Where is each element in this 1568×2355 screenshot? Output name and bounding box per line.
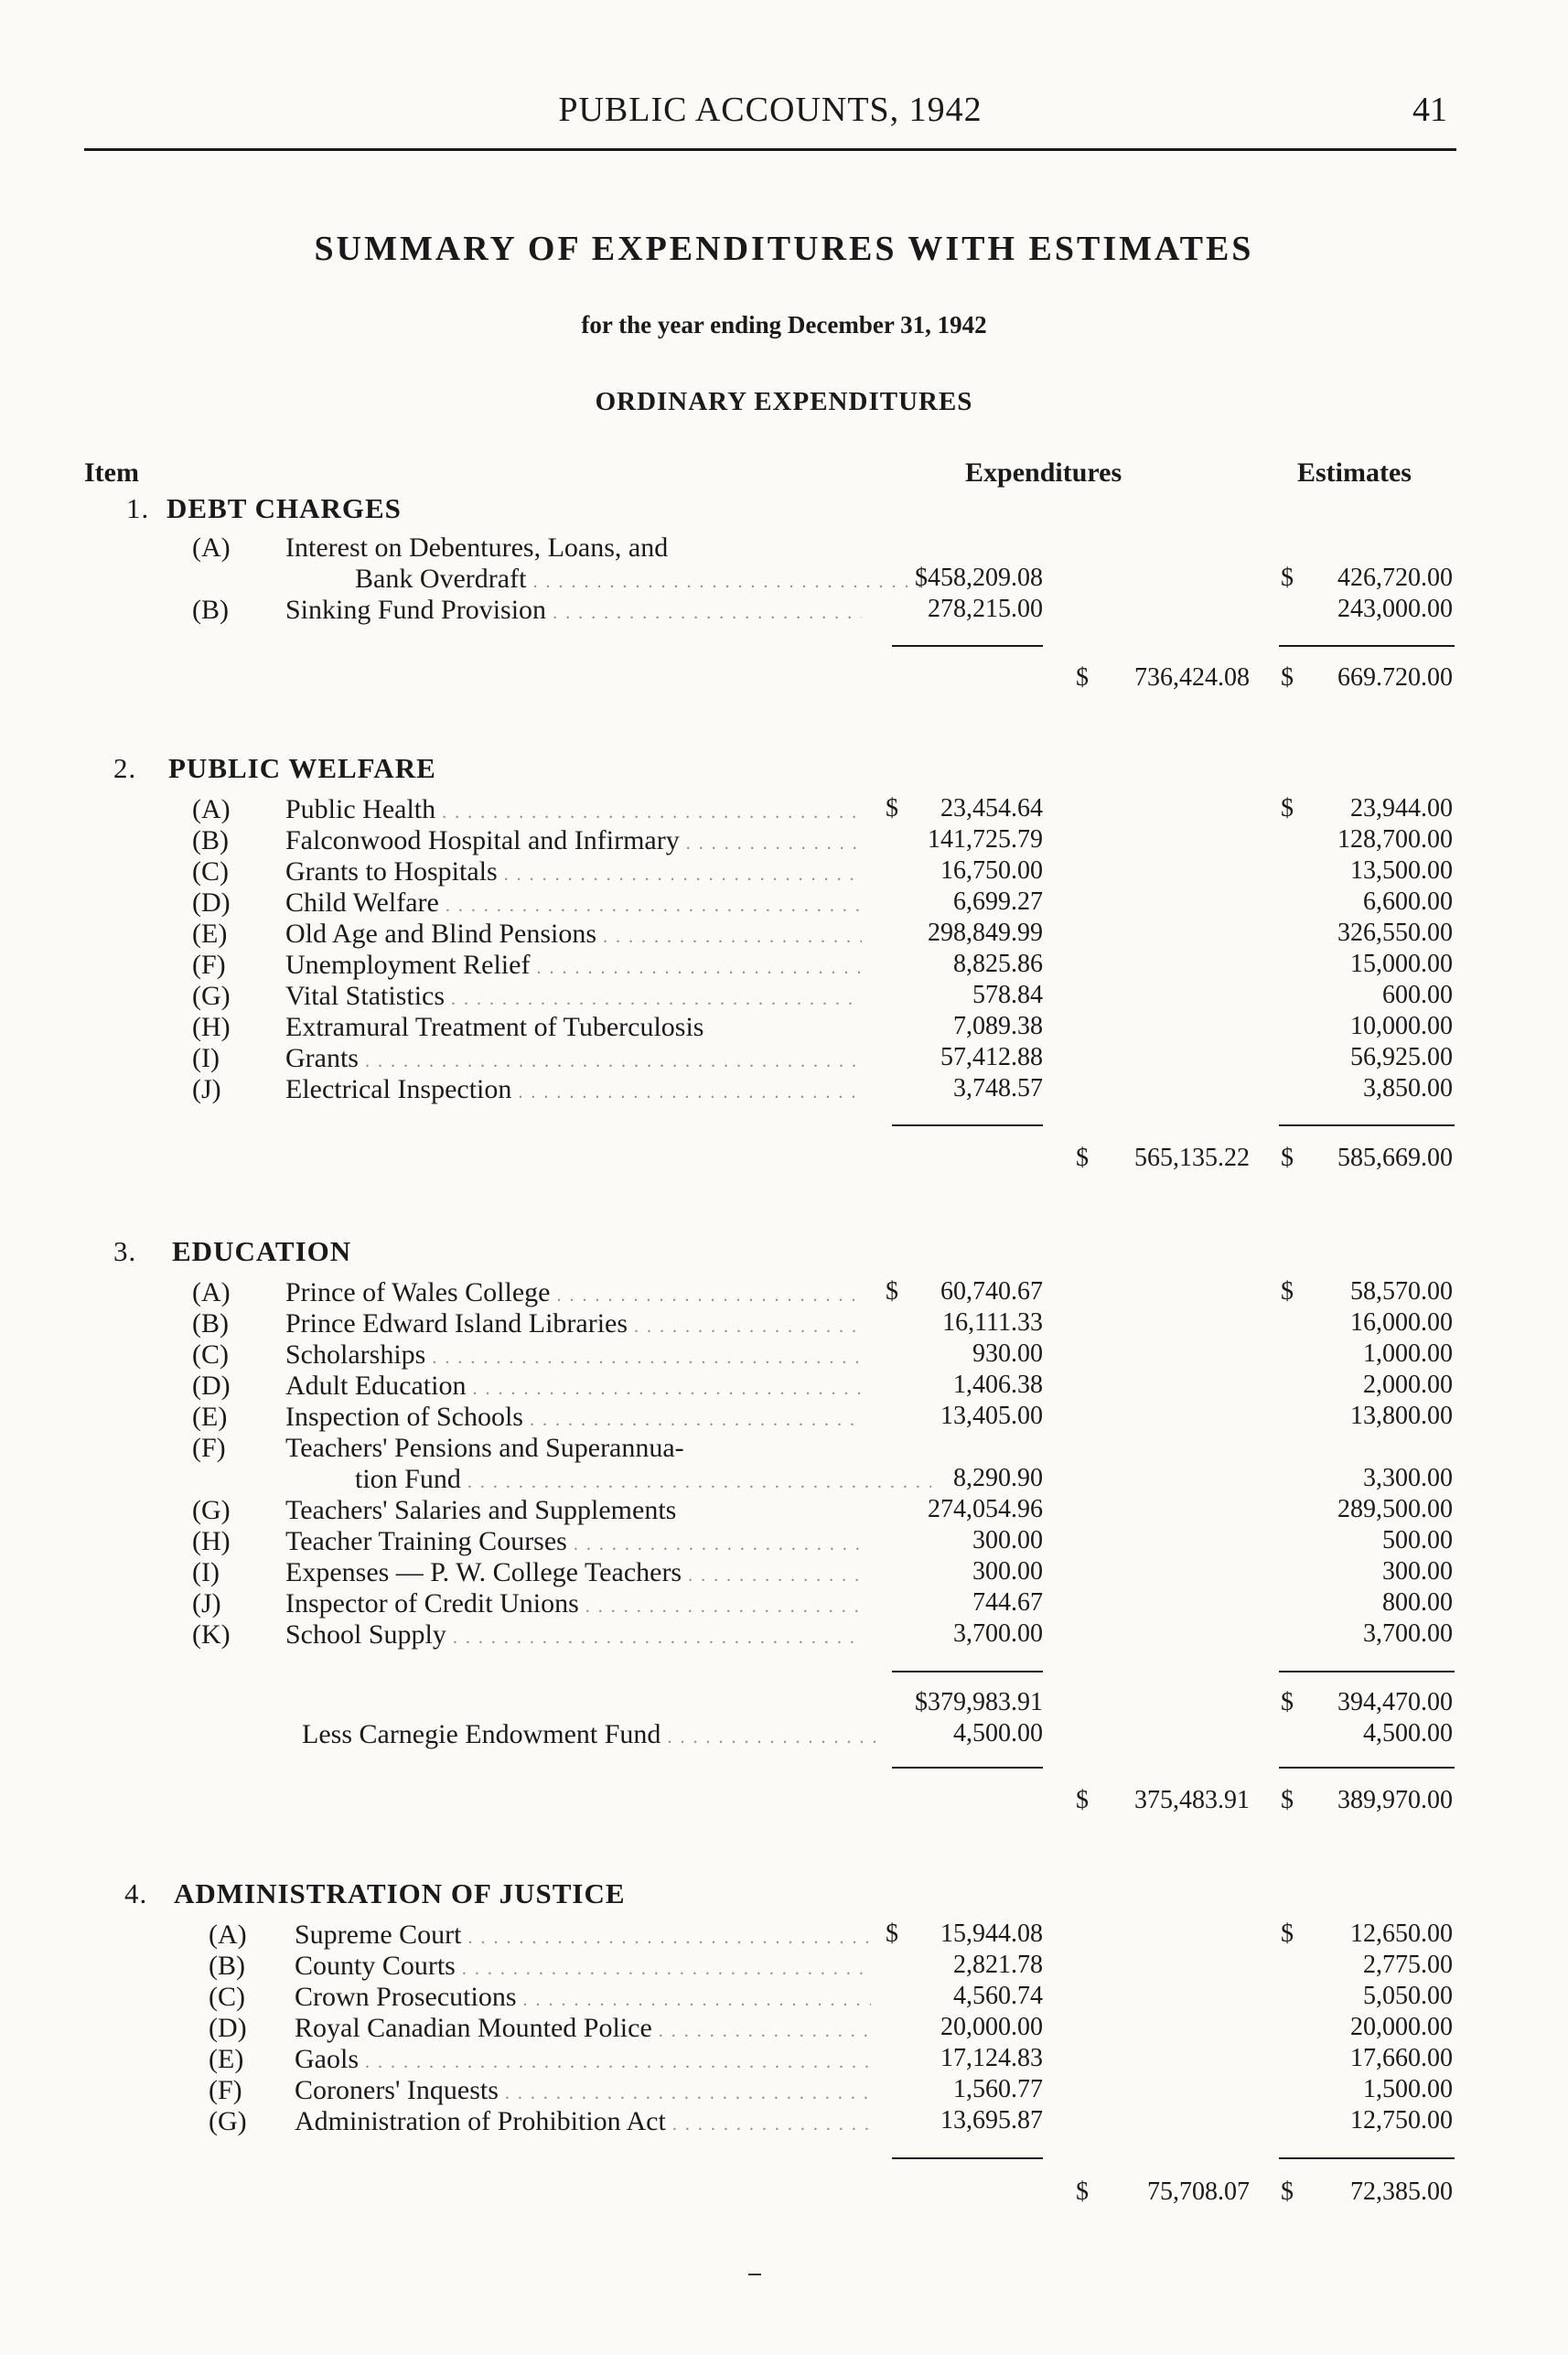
- row-label: Old Age and Blind Pensions . . .: [285, 919, 862, 950]
- row-letter: (F): [192, 950, 226, 980]
- row-letter: (B): [192, 825, 229, 855]
- table-row: [0, 2044, 1568, 2075]
- expenditure-value: 15,944.08: [940, 1919, 1043, 1948]
- currency-symbol: $: [886, 1277, 898, 1306]
- total-estimate: 669.720.00: [1337, 663, 1453, 692]
- row-letter: (B): [209, 1951, 245, 1981]
- row-label: Grants . . .: [285, 1043, 862, 1074]
- column-header-estimates: Estimates: [1297, 457, 1412, 488]
- row-letter: (I): [192, 1557, 220, 1587]
- row-letter: (K): [192, 1619, 231, 1650]
- row-letter: (A): [192, 794, 231, 824]
- row-label: School Supply . . .: [285, 1619, 862, 1651]
- table-row: [0, 1495, 1568, 1526]
- subtotal-rule: [1279, 1671, 1455, 1672]
- section-name: DEBT CHARGES: [166, 492, 402, 524]
- expenditure-value: 3,700.00: [953, 1619, 1043, 1648]
- expenditure-value: 578.84: [972, 981, 1043, 1009]
- row-label: Teachers' Pensions and Superannua-: [285, 1433, 684, 1463]
- row-letter: (J): [192, 1074, 221, 1104]
- expenditure-value: 744.67: [972, 1588, 1043, 1617]
- estimate-value: 3,850.00: [1363, 1074, 1453, 1102]
- total-estimate: 389,970.00: [1337, 1786, 1453, 1814]
- row-letter: (J): [192, 1588, 221, 1618]
- table-row: [0, 532, 1568, 564]
- subtotal-rule: [1279, 1767, 1455, 1769]
- estimate-value: 1,500.00: [1363, 2075, 1453, 2103]
- table-row: [0, 981, 1568, 1012]
- table-row: [0, 825, 1568, 856]
- row-label: Inspector of Credit Unions . . .: [285, 1588, 862, 1619]
- expenditure-value: 1,406.38: [953, 1371, 1043, 1399]
- subtotal-rule: [892, 1671, 1043, 1672]
- table-row: [0, 2075, 1568, 2106]
- table-row: [0, 794, 1568, 825]
- row-label: Electrical Inspection . . .: [285, 1074, 862, 1105]
- currency-symbol: $: [1281, 1688, 1294, 1716]
- currency-symbol: $: [1281, 794, 1294, 823]
- expenditure-value: 6,699.27: [953, 887, 1043, 916]
- row-label: County Courts . . .: [295, 1951, 871, 1982]
- subtotal-rule: [892, 645, 1043, 647]
- currency-symbol: $: [1281, 1144, 1294, 1172]
- estimate-value: 16,000.00: [1350, 1308, 1453, 1337]
- estimate-value: 2,775.00: [1363, 1951, 1453, 1979]
- row-label: Interest on Debentures, Loans, and: [285, 532, 669, 563]
- total-estimate: 585,669.00: [1337, 1144, 1453, 1172]
- expenditure-value: $458,209.08: [915, 564, 1043, 592]
- estimate-value: 13,500.00: [1350, 856, 1453, 885]
- row-letter: (G): [209, 2106, 247, 2136]
- subtotal-rule: [892, 1767, 1043, 1769]
- row-label: Unemployment Relief . . .: [285, 950, 862, 981]
- row-label: Expenses — P. W. College Teachers . . .: [285, 1557, 862, 1588]
- table-row: [0, 1588, 1568, 1619]
- estimate-value: 17,660.00: [1350, 2044, 1453, 2072]
- table-row: [0, 1557, 1568, 1588]
- currency-symbol: $: [1281, 2178, 1294, 2206]
- expenditure-value: 16,111.33: [942, 1308, 1043, 1337]
- currency-symbol: $: [886, 1919, 898, 1948]
- row-label: Child Welfare . . .: [285, 887, 862, 919]
- subtotal-estimate: 394,470.00: [1337, 1688, 1453, 1716]
- estimate-value: 3,700.00: [1363, 1619, 1453, 1648]
- row-letter: (B): [192, 1308, 229, 1339]
- currency-symbol: $: [886, 794, 898, 823]
- row-letter: (C): [192, 856, 229, 887]
- row-label: Adult Education . . .: [285, 1371, 862, 1402]
- document-subtitle: for the year ending December 31, 1942: [581, 311, 987, 339]
- estimate-value: 426,720.00: [1337, 564, 1453, 592]
- section-name: EDUCATION: [172, 1235, 352, 1267]
- section-total: [0, 1786, 1568, 1819]
- expenditure-value: 8,290.90: [953, 1464, 1043, 1492]
- row-letter: (I): [192, 1043, 220, 1073]
- deduction-row: [0, 1719, 1568, 1750]
- expenditure-value: 60,740.67: [940, 1277, 1043, 1306]
- table-row: [0, 1464, 1568, 1495]
- estimate-value: 56,925.00: [1350, 1043, 1453, 1071]
- row-letter: (F): [209, 2075, 242, 2105]
- row-label: Crown Prosecutions . . .: [295, 1982, 871, 2013]
- running-title: PUBLIC ACCOUNTS, 1942: [558, 91, 983, 129]
- row-label: Prince of Wales College . . .: [285, 1277, 862, 1308]
- estimate-value: 2,000.00: [1363, 1371, 1453, 1399]
- table-row: [0, 887, 1568, 919]
- row-label: Supreme Court . . .: [295, 1919, 871, 1951]
- footer-mark: [748, 2274, 761, 2275]
- table-row: [0, 1433, 1568, 1464]
- estimate-value: 128,700.00: [1337, 825, 1453, 854]
- currency-symbol: $: [1281, 1919, 1294, 1948]
- deduction-expenditure: 4,500.00: [953, 1719, 1043, 1747]
- section-number: 1.: [126, 492, 150, 524]
- expenditure-value: 20,000.00: [940, 2013, 1043, 2041]
- table-row: [0, 1526, 1568, 1557]
- row-letter: (H): [192, 1526, 231, 1556]
- row-letter: (A): [192, 532, 231, 563]
- expenditure-value: 278,215.00: [928, 595, 1043, 623]
- estimate-value: 6,600.00: [1363, 887, 1453, 916]
- expenditure-value: 23,454.64: [940, 794, 1043, 823]
- expenditure-value: 300.00: [972, 1526, 1043, 1554]
- currency-symbol: $: [1281, 1277, 1294, 1306]
- document-title: SUMMARY OF EXPENDITURES WITH ESTIMATES: [314, 230, 1254, 268]
- row-label: Coroners' Inquests . . .: [295, 2075, 871, 2106]
- estimate-value: 800.00: [1382, 1588, 1453, 1617]
- subtotal-expenditure: $379,983.91: [915, 1688, 1043, 1716]
- table-row: [0, 2013, 1568, 2044]
- table-row: [0, 1402, 1568, 1433]
- section-name: ADMINISTRATION OF JUSTICE: [174, 1877, 626, 1909]
- estimate-value: 58,570.00: [1350, 1277, 1453, 1306]
- estimate-value: 15,000.00: [1350, 950, 1453, 978]
- column-header-item: Item: [84, 457, 139, 488]
- deduction-label: Less Carnegie Endowment Fund . . .: [302, 1719, 878, 1750]
- row-letter: (G): [192, 1495, 231, 1525]
- section-number: 2.: [113, 752, 137, 784]
- table-row: [0, 2106, 1568, 2137]
- table-row: [0, 1951, 1568, 1982]
- expenditure-value: 57,412.88: [940, 1043, 1043, 1071]
- row-letter: (E): [192, 1402, 228, 1432]
- section-number: 3.: [113, 1235, 137, 1267]
- table-row: [0, 564, 1568, 595]
- estimate-value: 20,000.00: [1350, 2013, 1453, 2041]
- expenditure-value: 274,054.96: [928, 1495, 1043, 1523]
- table-row: [0, 856, 1568, 887]
- row-letter: (C): [209, 1982, 245, 2012]
- currency-symbol: $: [1076, 1144, 1089, 1172]
- total-expenditure: 565,135.22: [1134, 1144, 1250, 1172]
- row-label: Grants to Hospitals . . .: [285, 856, 862, 887]
- table-row: [0, 595, 1568, 626]
- expenditure-value: 2,821.78: [953, 1951, 1043, 1979]
- row-label: Administration of Prohibition Act . . .: [295, 2106, 871, 2137]
- expenditure-value: 13,405.00: [940, 1402, 1043, 1430]
- row-letter: (G): [192, 981, 231, 1011]
- table-row: [0, 1919, 1568, 1951]
- table-row: [0, 1277, 1568, 1308]
- total-expenditure: 375,483.91: [1134, 1786, 1250, 1814]
- section-name: PUBLIC WELFARE: [168, 752, 436, 784]
- page-header: [84, 90, 1456, 145]
- total-estimate: 72,385.00: [1350, 2178, 1453, 2206]
- currency-symbol: $: [1281, 564, 1294, 592]
- estimate-value: 300.00: [1382, 1557, 1453, 1586]
- row-label: Prince Edward Island Libraries . . .: [285, 1308, 862, 1339]
- currency-symbol: $: [1076, 1786, 1089, 1814]
- row-letter: (E): [209, 2044, 244, 2074]
- estimate-value: 600.00: [1382, 981, 1453, 1009]
- currency-symbol: $: [1281, 663, 1294, 692]
- subtotal-rule: [1279, 645, 1455, 647]
- estimate-value: 3,300.00: [1363, 1464, 1453, 1492]
- column-header-expenditures: Expenditures: [965, 457, 1122, 488]
- section-total: [0, 2178, 1568, 2210]
- table-row: [0, 950, 1568, 981]
- expenditure-value: 8,825.86: [953, 950, 1043, 978]
- subtotal-rule: [1279, 2157, 1455, 2159]
- table-row: [0, 1619, 1568, 1651]
- row-letter: (A): [192, 1277, 231, 1307]
- row-label: Extramural Treatment of Tuberculosis: [285, 1012, 704, 1042]
- expenditure-value: 300.00: [972, 1557, 1043, 1586]
- table-row: [0, 1371, 1568, 1402]
- expenditure-value: 141,725.79: [928, 825, 1043, 854]
- table-row: [0, 1308, 1568, 1339]
- header-rule: [84, 148, 1456, 151]
- table-row: [0, 1339, 1568, 1371]
- estimate-value: 13,800.00: [1350, 1402, 1453, 1430]
- row-letter: (C): [192, 1339, 229, 1370]
- expenditure-value: 4,560.74: [953, 1982, 1043, 2010]
- row-label: Scholarships . . .: [285, 1339, 862, 1371]
- deduction-estimate: 4,500.00: [1363, 1719, 1453, 1747]
- row-label: Public Health . . .: [285, 794, 862, 825]
- subtotal-rule: [892, 1124, 1043, 1126]
- page-number: 41: [1412, 91, 1447, 129]
- row-label: Vital Statistics . . .: [285, 981, 862, 1012]
- row-letter: (D): [209, 2013, 247, 2043]
- section-total: [0, 663, 1568, 696]
- row-label: Teachers' Salaries and Supplements: [285, 1495, 677, 1525]
- estimate-value: 12,750.00: [1350, 2106, 1453, 2135]
- row-letter: (B): [192, 595, 229, 625]
- row-letter: (D): [192, 887, 231, 918]
- total-expenditure: 736,424.08: [1134, 663, 1250, 692]
- row-label: Falconwood Hospital and Infirmary . . .: [285, 825, 862, 856]
- estimate-value: 500.00: [1382, 1526, 1453, 1554]
- currency-symbol: $: [1076, 663, 1089, 692]
- row-letter: (E): [192, 919, 228, 949]
- expenditure-value: 298,849.99: [928, 919, 1043, 947]
- expenditure-value: 16,750.00: [940, 856, 1043, 885]
- table-row: [0, 919, 1568, 950]
- estimate-value: 12,650.00: [1350, 1919, 1453, 1948]
- table-row: [0, 1074, 1568, 1105]
- estimate-value: 5,050.00: [1363, 1982, 1453, 2010]
- estimate-value: 1,000.00: [1363, 1339, 1453, 1368]
- row-label: Royal Canadian Mounted Police . . .: [295, 2013, 871, 2044]
- subtotal-row: [0, 1688, 1568, 1719]
- estimate-value: 243,000.00: [1337, 595, 1453, 623]
- expenditure-value: 7,089.38: [953, 1012, 1043, 1040]
- row-label: Sinking Fund Provision . . .: [285, 595, 862, 626]
- expenditure-value: 930.00: [972, 1339, 1043, 1368]
- expenditure-value: 13,695.87: [940, 2106, 1043, 2135]
- row-label-continued: tion Fund . . .: [355, 1464, 931, 1495]
- estimate-value: 10,000.00: [1350, 1012, 1453, 1040]
- subtotal-rule: [1279, 1124, 1455, 1126]
- estimate-value: 289,500.00: [1337, 1495, 1453, 1523]
- row-label: Teacher Training Courses . . .: [285, 1526, 862, 1557]
- table-row: [0, 1043, 1568, 1074]
- row-letter: (F): [192, 1433, 226, 1463]
- expenditure-value: 1,560.77: [953, 2075, 1043, 2103]
- row-label-continued: Bank Overdraft . . .: [355, 564, 931, 595]
- sub-heading: ORDINARY EXPENDITURES: [595, 387, 973, 416]
- expenditure-value: 17,124.83: [940, 2044, 1043, 2072]
- row-label: Inspection of Schools . . .: [285, 1402, 862, 1433]
- row-letter: (D): [192, 1371, 231, 1401]
- currency-symbol: $: [1076, 2178, 1089, 2206]
- currency-symbol: $: [1281, 1786, 1294, 1814]
- total-expenditure: 75,708.07: [1147, 2178, 1250, 2206]
- row-label: Gaols . . .: [295, 2044, 871, 2075]
- section-total: [0, 1144, 1568, 1177]
- row-letter: (H): [192, 1012, 231, 1042]
- table-row: [0, 1982, 1568, 2013]
- estimate-value: 326,550.00: [1337, 919, 1453, 947]
- section-number: 4.: [124, 1877, 148, 1909]
- table-row: [0, 1012, 1568, 1043]
- subtotal-rule: [892, 2157, 1043, 2159]
- expenditure-value: 3,748.57: [953, 1074, 1043, 1102]
- row-letter: (A): [209, 1919, 247, 1950]
- estimate-value: 23,944.00: [1350, 794, 1453, 823]
